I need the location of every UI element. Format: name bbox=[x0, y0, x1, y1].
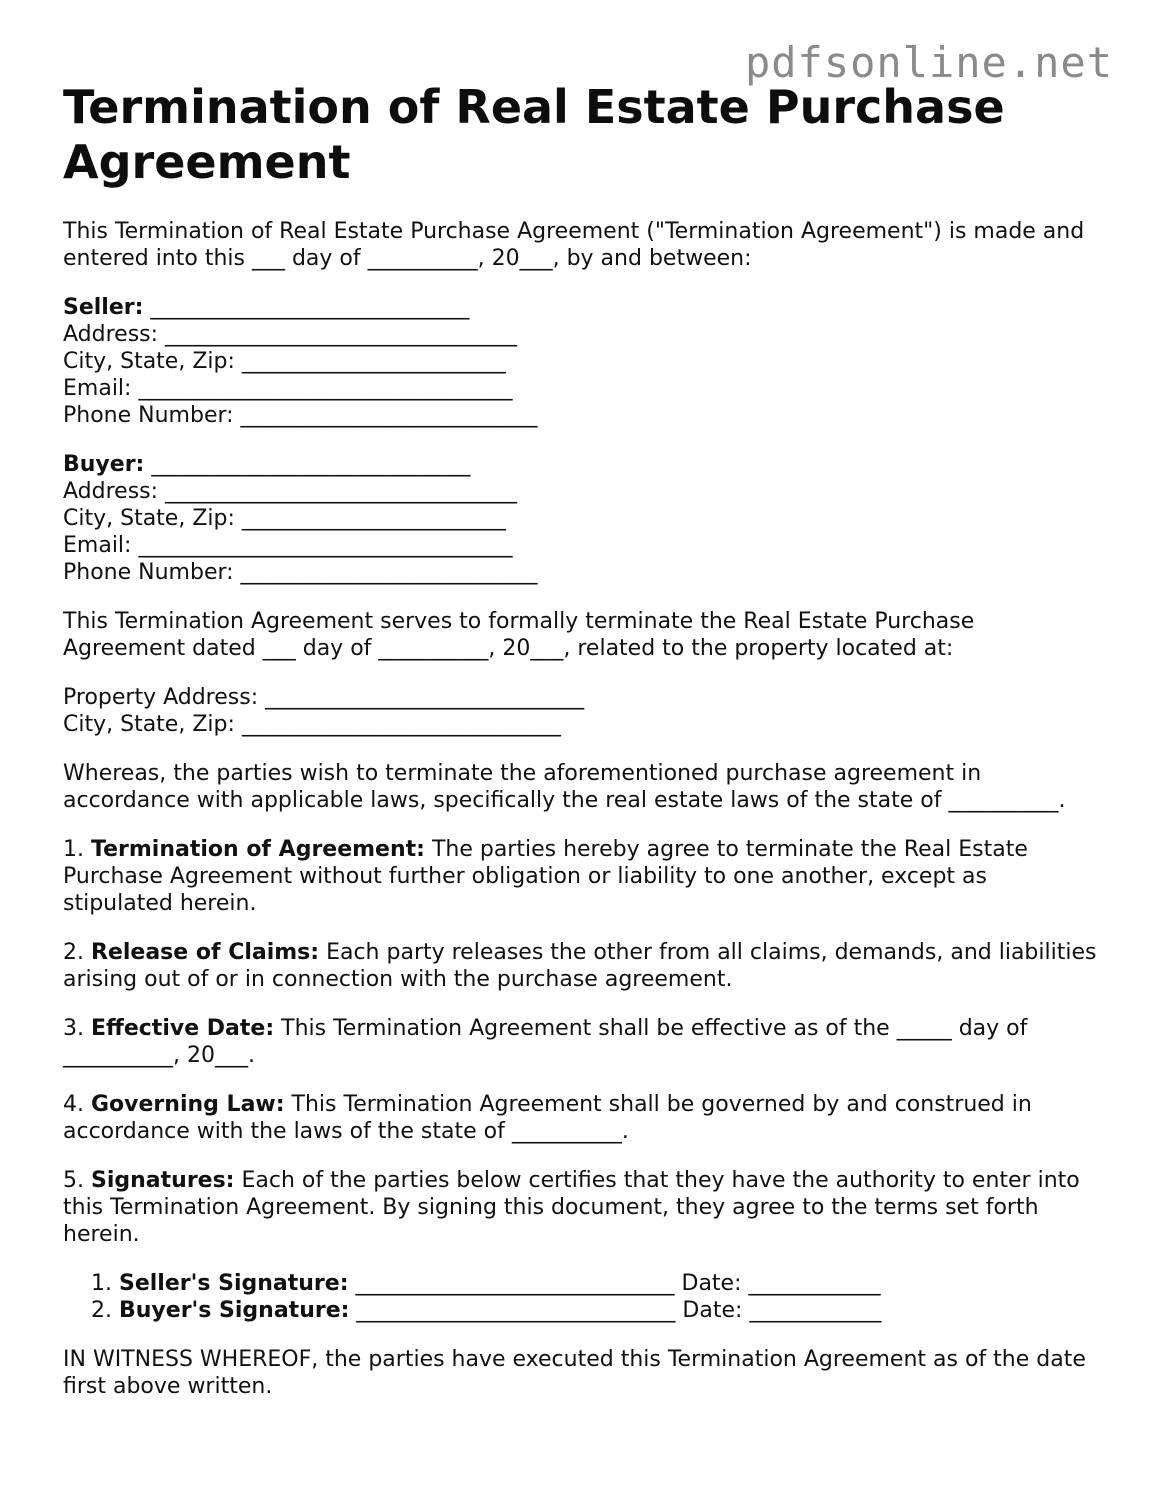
seller-label: Seller: bbox=[63, 295, 144, 320]
seller-name-line bbox=[63, 294, 1103, 321]
buyer-section bbox=[63, 451, 1103, 586]
clause-text: This Termination Agreement shall be effective as of the _____ day of __________, 20___. bbox=[63, 1016, 1028, 1068]
clause-heading: Termination of Agreement: bbox=[91, 837, 425, 862]
property-address: Property Address: _____________________________ bbox=[63, 685, 585, 710]
clause-number: 1. bbox=[63, 837, 84, 862]
clause-governing-law bbox=[63, 1091, 1103, 1145]
seller-signature-line bbox=[119, 1270, 1103, 1297]
seller-section bbox=[63, 294, 1103, 429]
clause-termination bbox=[63, 836, 1103, 917]
intro-paragraph: This Termination of Real Estate Purchase Agreement ("Termination Agreement") is made and entered into this ___ day of __________, 20___, by and between: bbox=[63, 219, 1085, 271]
clause-effective-date bbox=[63, 1015, 1103, 1069]
clause-text: Each party releases the other from all claims, demands, and liabilities arising out of or in connection with the purchase agreement. bbox=[63, 940, 1097, 992]
clause-text: Each of the parties below certifies that they have the authority to enter into this Termination Agreement. By signing this document, they agree to the terms set forth herein. bbox=[63, 1168, 1080, 1247]
signature-label: Seller's Signature: bbox=[119, 1271, 349, 1296]
clause-text: The parties hereby agree to terminate the Real Estate Purchase Agreement without further obligation or liability to one another, except as stipulated herein. bbox=[63, 837, 1028, 916]
buyer-city: City, State, Zip: ________________________ bbox=[63, 506, 506, 531]
clause-heading: Release of Claims: bbox=[91, 940, 320, 965]
clause-number: 2. bbox=[63, 940, 84, 965]
date-blank: ____________ bbox=[748, 1271, 881, 1296]
buyer-email: Email: __________________________________ bbox=[63, 533, 513, 558]
signature-list bbox=[63, 1270, 1103, 1324]
whereas-paragraph: Whereas, the parties wish to terminate the aforementioned purchase agreement in accordance with applicable laws, specifically the real estate laws of the state of __________. bbox=[63, 761, 1066, 813]
clause-number: 3. bbox=[63, 1016, 84, 1041]
document-title: Termination of Real Estate Purchase Agreement bbox=[63, 80, 1005, 189]
signature-blank: _____________________________ bbox=[356, 1298, 676, 1323]
property-section bbox=[63, 684, 1103, 738]
seller-phone: Phone Number: ___________________________ bbox=[63, 403, 538, 428]
date-label: Date: bbox=[682, 1298, 743, 1323]
clause-heading: Effective Date: bbox=[91, 1016, 275, 1041]
clause-signatures bbox=[63, 1167, 1103, 1248]
document-page bbox=[63, 80, 1103, 1422]
seller-email: Email: __________________________________ bbox=[63, 376, 513, 401]
clause-heading: Governing Law: bbox=[91, 1092, 285, 1117]
purpose-paragraph: This Termination Agreement serves to formally terminate the Real Estate Purchase Agreement dated ___ day of __________, 20___, related to the property located at: bbox=[63, 609, 975, 661]
signature-blank: _____________________________ bbox=[355, 1271, 675, 1296]
buyer-name-blank: _____________________________ bbox=[151, 452, 471, 477]
witness-paragraph: IN WITNESS WHEREOF, the parties have executed this Termination Agreement as of the date first above written. bbox=[63, 1347, 1086, 1399]
date-blank: ____________ bbox=[749, 1298, 882, 1323]
buyer-signature-line bbox=[119, 1297, 1103, 1324]
signature-label: Buyer's Signature: bbox=[119, 1298, 350, 1323]
property-city: City, State, Zip: _____________________________ bbox=[63, 712, 561, 737]
buyer-label: Buyer: bbox=[63, 452, 145, 477]
seller-name-blank: _____________________________ bbox=[150, 295, 470, 320]
clause-number: 4. bbox=[63, 1092, 84, 1117]
buyer-name-line bbox=[63, 451, 1103, 478]
seller-city: City, State, Zip: ________________________ bbox=[63, 349, 506, 374]
clause-text: This Termination Agreement shall be governed by and construed in accordance with the laws of the state of __________. bbox=[63, 1092, 1032, 1144]
buyer-phone: Phone Number: ___________________________ bbox=[63, 560, 538, 585]
clause-heading: Signatures: bbox=[91, 1168, 235, 1193]
clause-number: 5. bbox=[63, 1168, 84, 1193]
date-label: Date: bbox=[681, 1271, 742, 1296]
seller-address: Address: ________________________________ bbox=[63, 322, 518, 347]
watermark: pdfsonline.net bbox=[744, 38, 1113, 87]
clause-release bbox=[63, 939, 1103, 993]
buyer-address: Address: ________________________________ bbox=[63, 479, 518, 504]
